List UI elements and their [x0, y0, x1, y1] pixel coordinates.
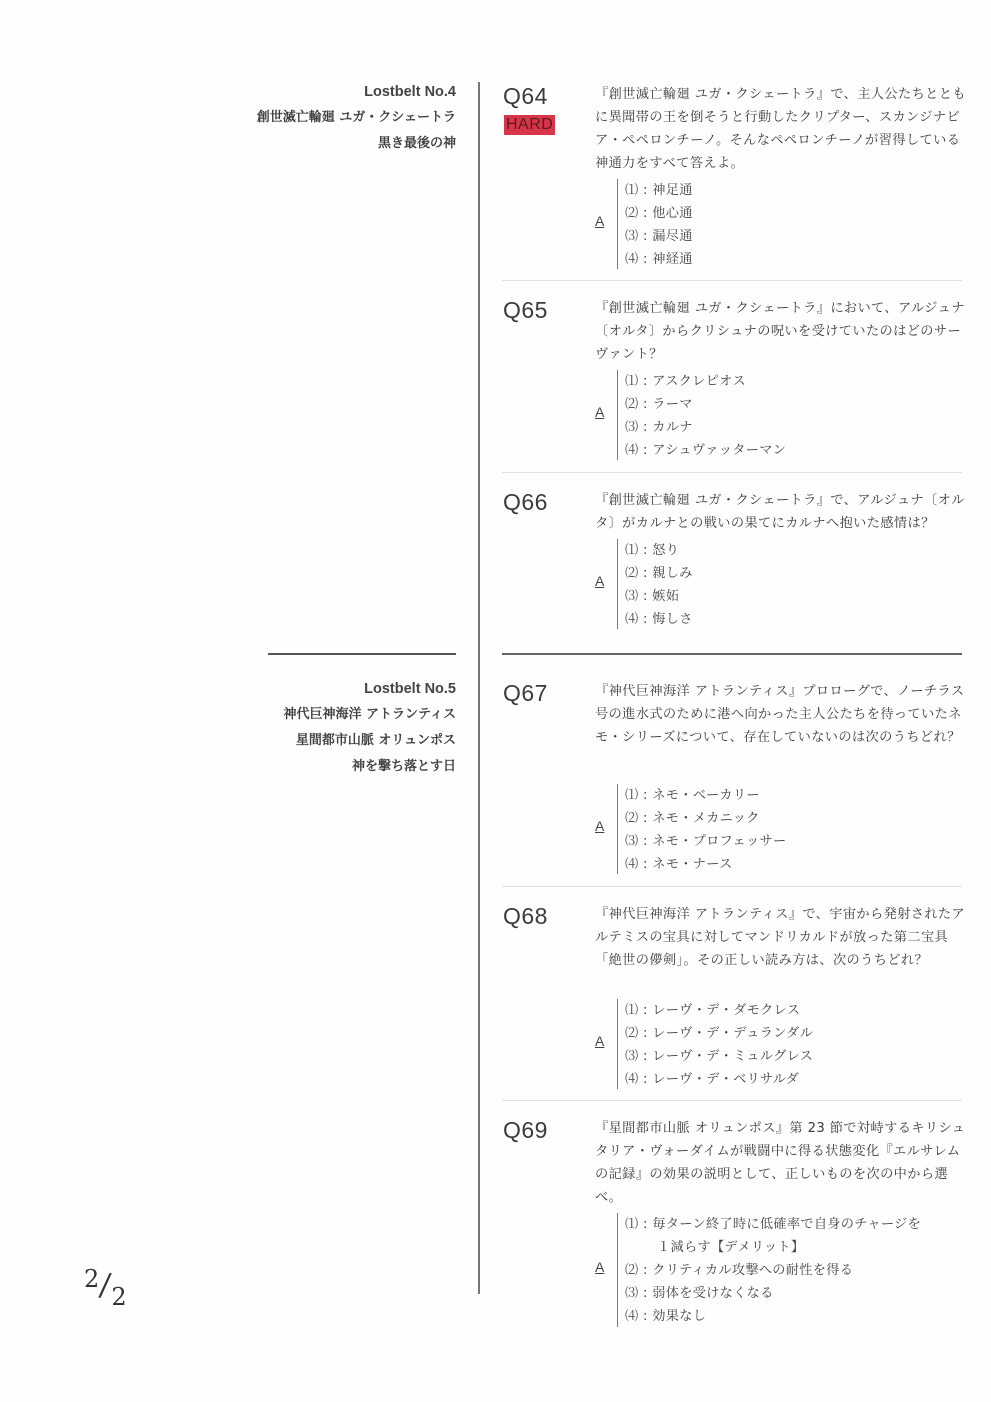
answer-bracket-line — [617, 370, 618, 460]
answer-option: ⑷ : レーヴ・デ・ベリサルダ — [625, 1072, 800, 1087]
question-text: 『創世滅亡輪廻 ユガ・クシェートラ』において、アルジュナ〔オルタ〕からクリシュナの呪いを受けていたのはどのサーヴァント？ — [595, 301, 965, 362]
section-subtitle: 星間都市山脈 オリュンポス — [295, 733, 456, 748]
page-slash: / — [97, 1268, 113, 1303]
answer-bracket-line — [617, 179, 618, 269]
answer-label: A — [595, 213, 605, 229]
question-text: 『創世滅亡輪廻 ユガ・クシェートラ』で、アルジュナ〔オルタ〕がカルナとの戦いの果てにカルナへ抱いた感情は？ — [595, 493, 965, 531]
answer-option: ⑴ : レーヴ・デ・ダモクレス — [625, 1003, 801, 1018]
question-text: 『神代巨神海洋 アトランティス』で、宇宙から発射されたアルテミスの宝具に対してマンドリカルドが放った第二宝具「絶世の儚剣」。その正しい読み方は、次のうちどれ？ — [595, 907, 966, 968]
page-total: 2 — [111, 1283, 127, 1311]
answer-option: ⑴ : 神足通 — [625, 183, 693, 198]
question-number: Q65 — [503, 297, 548, 323]
section-title: Lostbelt No.4 — [364, 84, 456, 100]
answer-option: ⑴ : 怒り — [625, 543, 680, 558]
answer-option: ⑶ : 弱体を受けなくなる — [625, 1286, 774, 1301]
answer-option: ⑷ : 神経通 — [625, 252, 693, 267]
section-header-lostbelt-5 — [284, 676, 457, 780]
answer-option: ⑷ : 悔しさ — [625, 612, 693, 627]
section-subtitle: 創世滅亡輪廻 ユガ・クシェートラ — [256, 110, 456, 125]
answer-option: ⑶ : 漏尽通 — [625, 229, 693, 244]
section-title: Lostbelt No.5 — [364, 681, 456, 697]
section-subtitle: 黒き最後の神 — [377, 136, 456, 151]
answer-option: ⑵ : 他心通 — [625, 206, 693, 221]
question-separator — [502, 472, 962, 473]
answer-label: A — [595, 1259, 605, 1275]
difficulty-badge: HARD — [506, 116, 554, 133]
answer-bracket-line — [617, 1213, 618, 1327]
page-current: 2 — [84, 1265, 100, 1293]
answer-option: ⑶ : 嫉妬 — [625, 589, 680, 604]
answer-option: ⑵ : ラーマ — [625, 397, 693, 412]
answer-option: ⑴ : アスクレピオス — [625, 374, 746, 389]
question-number: Q69 — [503, 1117, 548, 1143]
answer-option: ⑶ : カルナ — [625, 420, 693, 435]
question-number: Q66 — [503, 489, 548, 515]
answer-option: ⑷ : 効果なし — [625, 1309, 707, 1324]
answer-option: ⑵ : ネモ・メカニック — [625, 811, 760, 826]
answer-bracket-line — [617, 784, 618, 874]
answer-option: ⑵ : 親しみ — [625, 566, 693, 581]
center-vertical-rule — [478, 82, 480, 1294]
answer-bracket-line — [617, 999, 618, 1089]
question-separator — [502, 280, 962, 281]
answer-option: ⑷ : アシュヴァッターマン — [625, 443, 787, 458]
answer-option: ⑷ : ネモ・ナース — [625, 857, 733, 872]
answer-option-continuation: １減らす【デメリット】 — [657, 1240, 805, 1255]
answer-option: ⑵ : クリティカル攻撃への耐性を得る — [625, 1263, 854, 1278]
question-text: 『創世滅亡輪廻 ユガ・クシェートラ』で、主人公たちとともに異聞帯の王を倒そうと行動したクリプター、スカンジナビア・ペペロンチーノ。そんなペペロンチーノが習得している神通力をすべて答えよ。 — [595, 87, 966, 171]
question-number: Q67 — [503, 680, 548, 706]
answer-option: ⑶ : レーヴ・デ・ミュルグレス — [625, 1049, 814, 1064]
answer-label: A — [595, 1033, 605, 1049]
answer-label: A — [595, 404, 605, 420]
answer-option: ⑶ : ネモ・プロフェッサー — [625, 834, 787, 849]
page-number — [84, 1265, 127, 1311]
section-divider-right — [502, 653, 962, 655]
answer-bracket-line — [617, 539, 618, 629]
question-number: Q68 — [503, 903, 548, 929]
section-divider-left — [268, 653, 456, 655]
section-subtitle: 神代巨神海洋 アトランティス — [283, 707, 456, 722]
question-text: 『神代巨神海洋 アトランティス』プロローグで、ノーチラス号の進水式のために港へ向かった主人公たちを待っていたネモ・シリーズについて、存在していないのは次のうちどれ？ — [595, 684, 965, 745]
answer-label: A — [595, 573, 605, 589]
answer-option: ⑵ : レーヴ・デ・デュランダル — [625, 1026, 814, 1041]
answer-label: A — [595, 818, 605, 834]
question-separator — [502, 1100, 962, 1101]
answer-option: ⑴ : 毎ターン終了時に低確率で自身のチャージを — [625, 1217, 922, 1232]
section-header-lostbelt-4 — [257, 79, 456, 157]
question-number: Q64 — [503, 83, 548, 109]
section-subtitle: 神を撃ち落とす日 — [351, 759, 456, 774]
question-text: 『星間都市山脈 オリュンポス』第 23 節で対峙するキリシュタリア・ヴォーダイムが戦闘中に得る状態変化『エルサレムの記録』の効果の説明として、正しいものを次の中から選べ。 — [595, 1121, 966, 1205]
question-separator — [502, 886, 962, 887]
answer-option: ⑴ : ネモ・ベーカリー — [625, 788, 760, 803]
